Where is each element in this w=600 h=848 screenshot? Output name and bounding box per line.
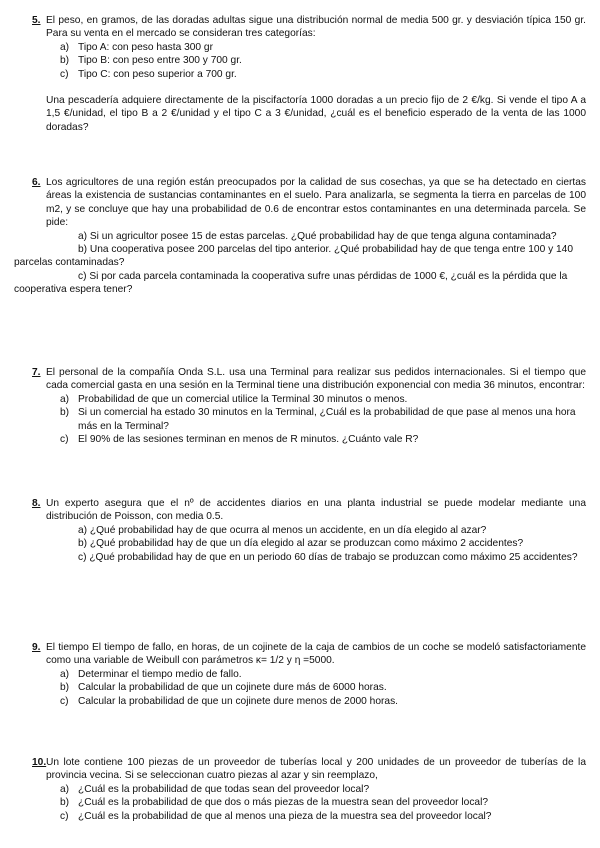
exercise-intro: El peso, en gramos, de las doradas adultas sigue una distribución normal de media 500 gr. y desviación típica 150 gr. Para su venta en el mercado se consideran tres categorías:: [46, 15, 586, 40]
list-item: c) Si por cada parcela contaminada la cooperativa sufre unas pérdidas de 1000 €, ¿cuál es la pérdida que la cooperativa espera tener?: [14, 270, 568, 296]
list-item: b) Tipo B: con peso entre 300 y 700 gr.: [60, 55, 242, 67]
exercise-intro: El personal de la compañía Onda S.L. usa una Terminal para realizar sus pedidos internacionales. Si el tiempo que cada comercial gasta en una sesión en la Terminal tiene una distribución exponencial con media 36 minutos, encontrar:: [46, 367, 586, 392]
exercise-number: 8.: [32, 498, 41, 509]
exercise-9: [14, 641, 586, 708]
exercise-10: [14, 756, 586, 823]
list-item: a) Tipo A: con peso hasta 300 gr: [60, 41, 213, 53]
exercise-number: 7.: [32, 367, 41, 378]
list-item: a) ¿Qué probabilidad hay de que ocurra al menos un accidente, en un día elegido al azar?: [78, 524, 487, 536]
exercise-number: 10.: [32, 757, 47, 768]
exercise-intro: El tiempo El tiempo de fallo, en horas, de un cojinete de la caja de cambios de un coche se modeló satisfactoriamente como una variable de Weibull con parámetros κ= 1/2 y η =5000.: [46, 642, 586, 667]
list-item: a) Probabilidad de que un comercial utilice la Terminal 30 minutos o menos.: [60, 393, 408, 405]
exercise-number: 5.: [32, 15, 41, 26]
list-item: b) Si un comercial ha estado 30 minutos en la Terminal, ¿Cuál es la probabilidad de que pase al menos una hora más en la Terminal?: [60, 407, 576, 432]
exercise-intro: Un experto asegura que el nº de accidentes diarios en una planta industrial se puede modelar mediante una distribución de Poisson, con media 0.5.: [46, 498, 586, 523]
list-item: c) ¿Cuál es la probabilidad de que al menos una pieza de la muestra sea del proveedor local?: [60, 810, 492, 822]
list-item: c) Tipo C: con peso superior a 700 gr.: [60, 68, 237, 80]
list-item: c) ¿Qué probabilidad hay de que en un periodo 60 días de trabajo se produzcan como máximo 25 accidentes?: [78, 551, 578, 563]
exercise-7: [14, 366, 586, 446]
list-item: b) ¿Qué probabilidad hay de que un día elegido al azar se produzcan como máximo 2 accidentes?: [78, 538, 524, 550]
list-item: a) ¿Cuál es la probabilidad de que todas sean del proveedor local?: [60, 783, 370, 795]
exercise-intro: Un lote contiene 100 piezas de un proveedor de tuberías local y 200 unidades de un proveedor de tuberías de la provincia vecina. Si se seleccionan cuatro piezas al azar y sin reemplazo,: [46, 757, 586, 782]
list-item: a) Determinar el tiempo medio de fallo.: [60, 668, 242, 680]
list-item: b) ¿Cuál es la probabilidad de que dos o más piezas de la muestra sean del proveedor local?: [60, 797, 489, 809]
exercise-8: [14, 497, 586, 564]
list-item: a) Si un agricultor posee 15 de estas parcelas. ¿Qué probabilidad hay de que tenga alguna contaminada?: [78, 230, 557, 242]
exercise-6: [14, 176, 586, 297]
list-item: c) El 90% de las sesiones terminan en menos de R minutos. ¿Cuánto vale R?: [60, 434, 419, 446]
list-item: b) Una cooperativa posee 200 parcelas del tipo anterior. ¿Qué probabilidad hay de que tenga entre 100 y 140 parcelas contaminadas?: [14, 244, 573, 269]
exercise-5: [14, 14, 586, 134]
exercise-intro: Los agricultores de una región están preocupados por la calidad de sus cosechas, ya que se ha detectado en ciertas áreas la existencia de sustancias contaminantes en el suelo. Para analizarla, se segmenta la tierra en parcelas de 100 m2, y se concluye que hay una probabilidad de 0.6 de encontrar estos contaminantes en una determinada parcela. Se pide:: [46, 177, 586, 229]
exercise-number: 6.: [32, 177, 41, 188]
list-item: c) Calcular la probabilidad de que un cojinete dure menos de 2000 horas.: [60, 695, 398, 707]
exercise-number: 9.: [32, 642, 41, 653]
list-item: b) Calcular la probabilidad de que un cojinete dure más de 6000 horas.: [60, 682, 387, 694]
exercise-closing: Una pescadería adquiere directamente de la piscifactoría 1000 doradas a un precio fijo de 2 €/kg. Si vende el tipo A a 1,5 €/unidad, el tipo B a 2 €/unidad y el tipo C a 3 €/unidad, ¿cuál es el beneficio esperado de la venta de las 1000 doradas?: [46, 95, 586, 133]
